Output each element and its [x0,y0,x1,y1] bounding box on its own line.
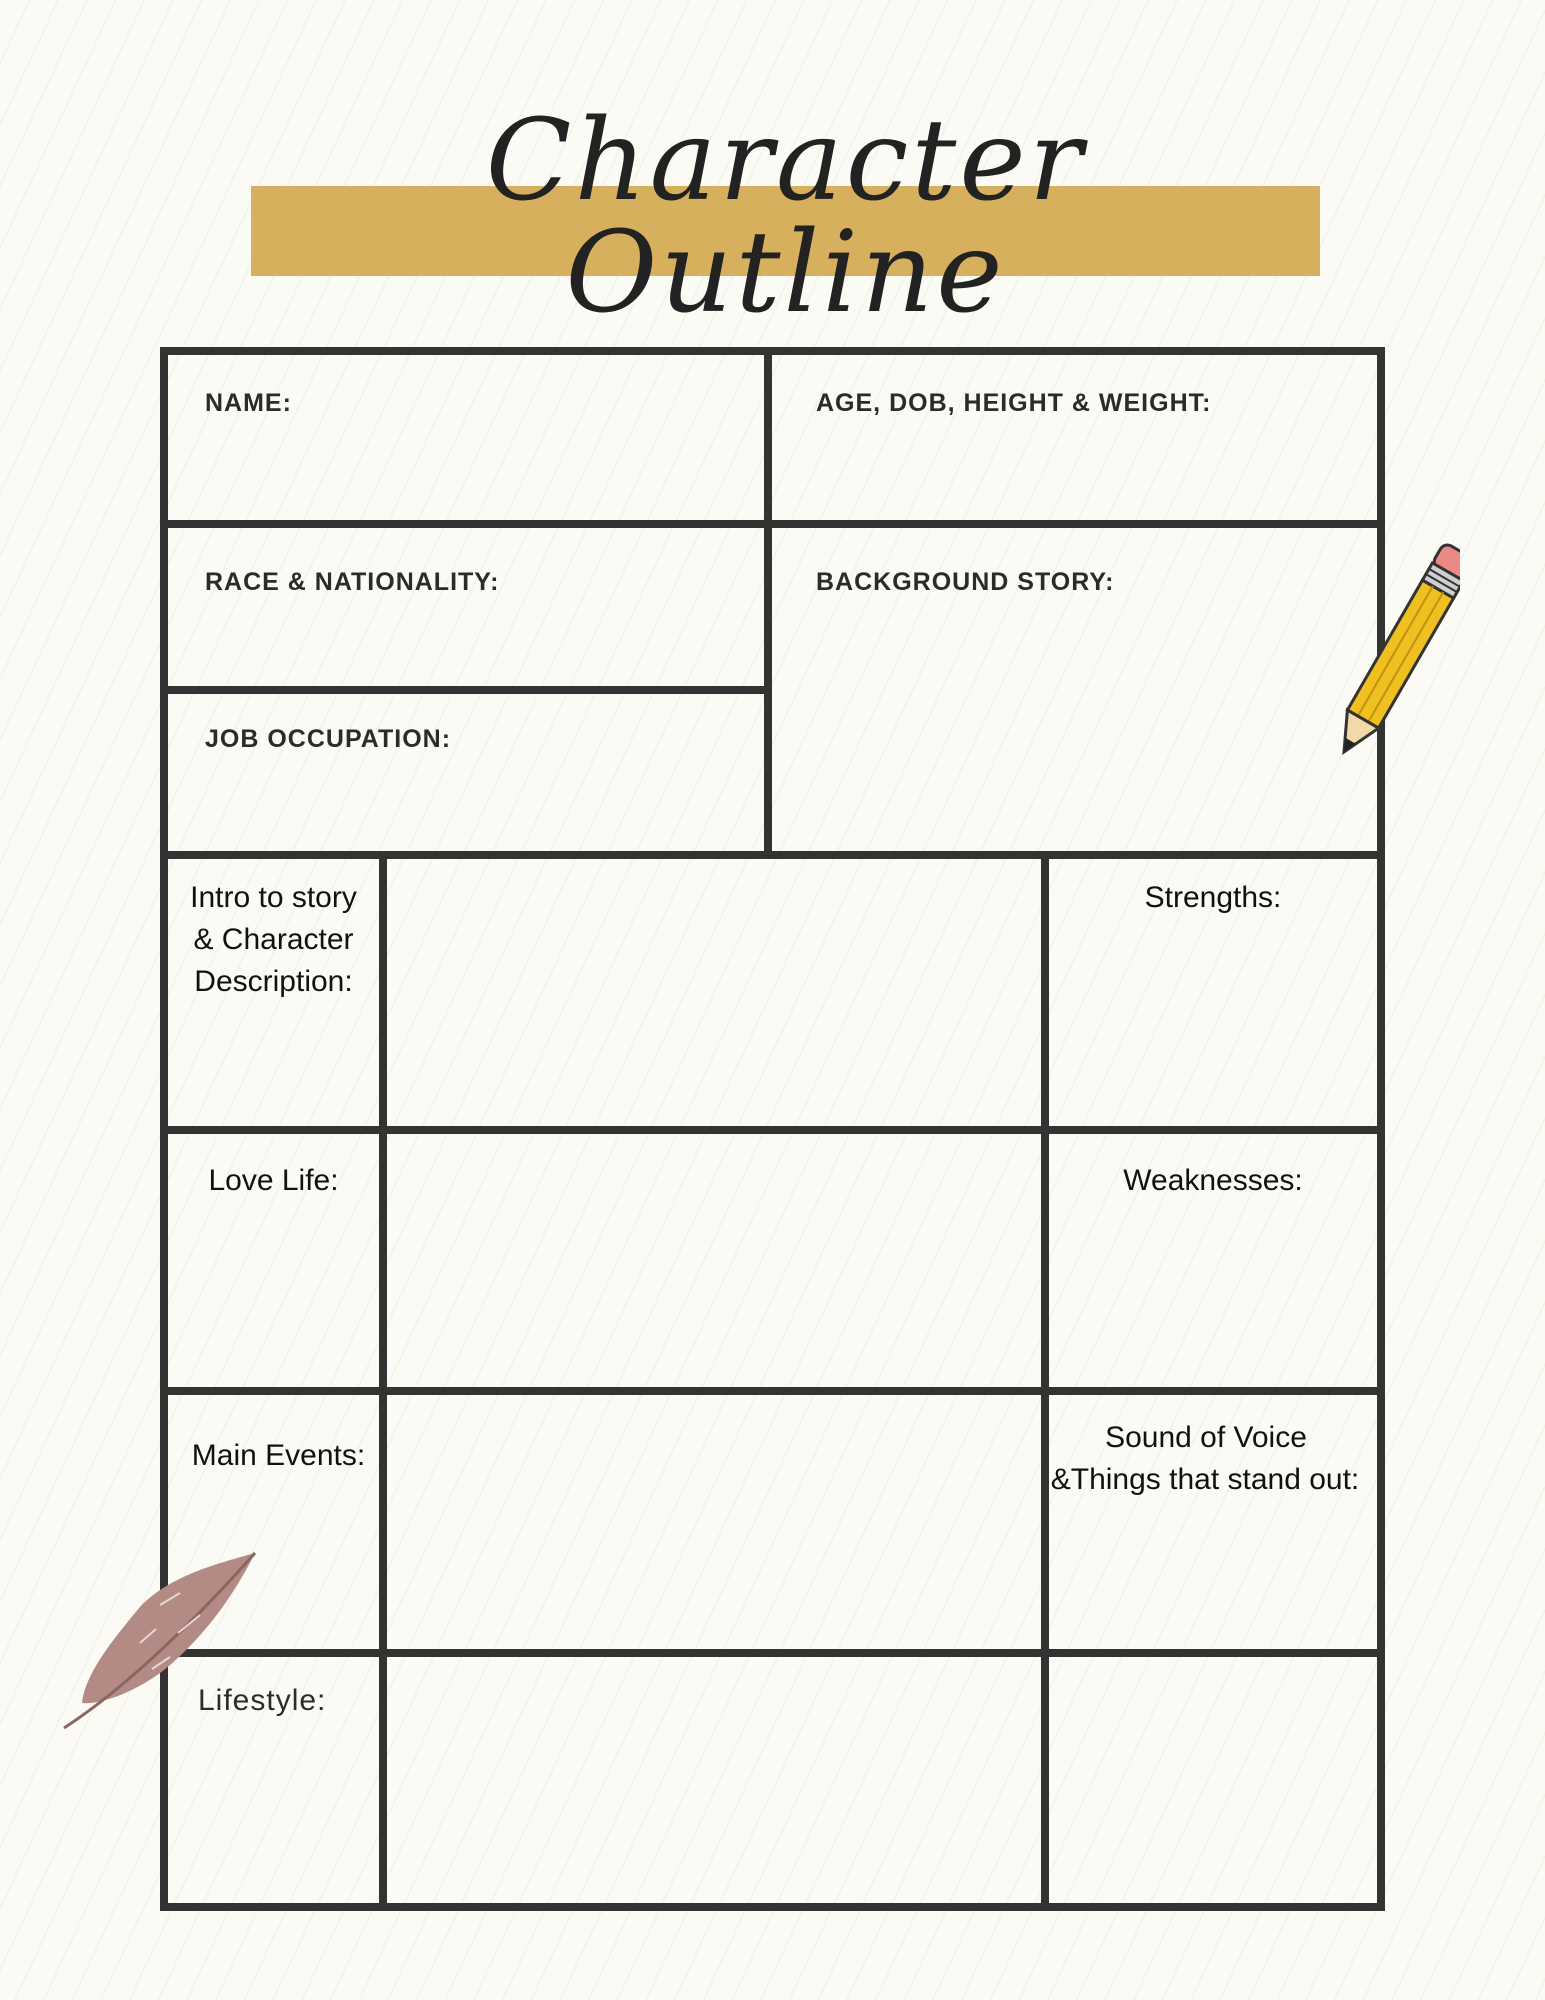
weaknesses-entry[interactable] [1049,1210,1377,1387]
love-entry[interactable] [387,1134,1041,1387]
intro-label-line: Intro to story [190,881,357,914]
background-field[interactable] [772,528,1377,851]
grid-line [160,686,772,694]
voice-label [1049,1417,1377,1501]
strengths-label: Strengths: [1144,881,1282,914]
grid-line [1041,851,1049,1911]
grid-line [764,347,772,859]
pencil-icon [1310,535,1460,775]
intro-entry[interactable] [387,859,1041,1126]
background-label: BACKGROUND STORY: [816,568,1115,596]
feather-icon [60,1545,270,1735]
age-field[interactable] [772,355,1377,520]
lifestyle-label: Lifestyle: [198,1684,327,1717]
voice-label-line: &Things that stand out: [1050,1463,1360,1496]
extra-entry[interactable] [1049,1657,1377,1903]
race-label: RACE & NATIONALITY: [205,568,500,596]
grid-line [379,851,387,1911]
intro-label [168,877,379,1003]
age-label: AGE, DOB, HEIGHT & WEIGHT: [816,389,1212,417]
events-entry[interactable] [387,1395,1041,1649]
job-label: JOB OCCUPATION: [205,725,452,753]
strengths-entry[interactable] [1049,930,1377,1126]
name-label: NAME: [205,389,292,417]
intro-label-line: Description: [194,965,353,998]
grid-line [160,1126,1385,1134]
intro-label-line: & Character [193,923,354,956]
name-field[interactable] [168,355,764,520]
grid-line [160,851,1385,859]
grid-line [160,347,1385,355]
lifestyle-entry[interactable] [387,1657,1041,1903]
events-label: Main Events: [191,1439,366,1472]
weaknesses-label: Weaknesses: [1123,1164,1303,1197]
love-label: Love Life: [208,1164,339,1197]
job-field[interactable] [168,694,764,851]
page-title: Character Outline [485,96,1086,338]
grid-line [160,1387,1385,1395]
voice-label-line: Sound of Voice [1105,1421,1307,1454]
grid-line [160,1903,1385,1911]
grid-line [160,1649,1385,1657]
grid-line [160,520,1385,528]
voice-entry[interactable] [1049,1510,1377,1649]
race-field[interactable] [168,528,764,686]
